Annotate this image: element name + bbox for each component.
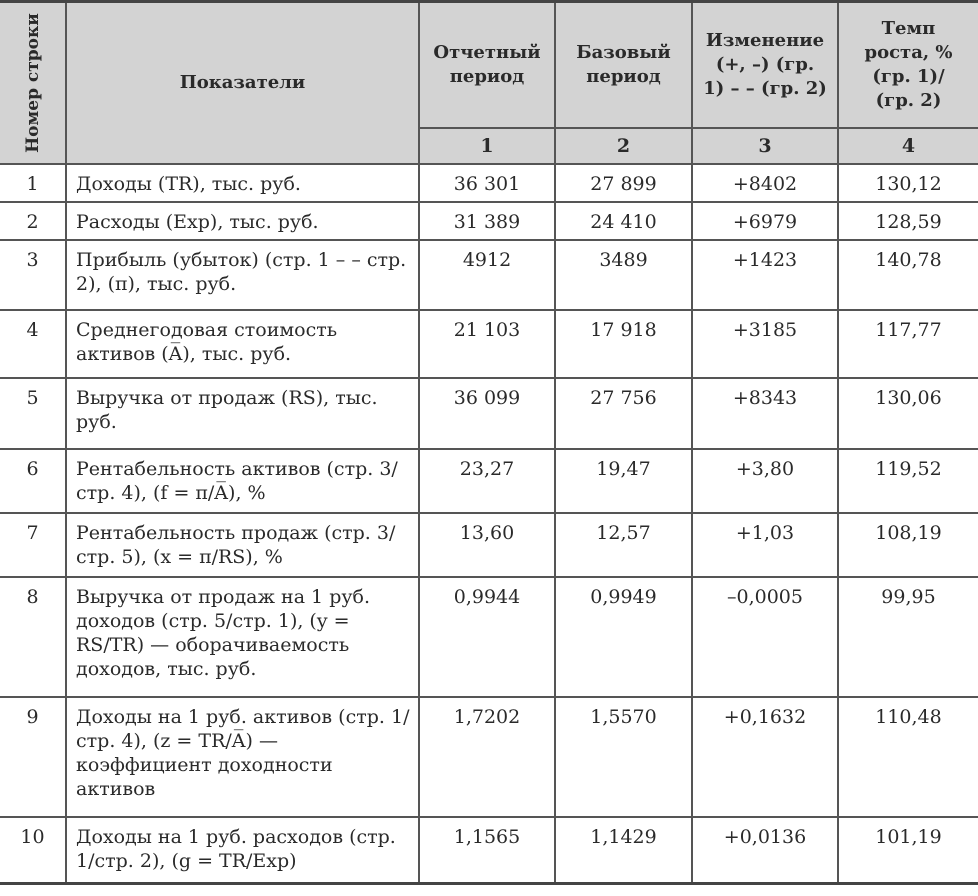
row-growth-value: 99,95 — [838, 577, 978, 697]
row-growth-value: 101,19 — [838, 817, 978, 883]
row-base-value: 17 918 — [555, 310, 692, 378]
table-row — [0, 817, 978, 883]
row-growth-value: 119,52 — [838, 449, 978, 513]
header-row-number-label: Номер строки — [23, 13, 43, 153]
row-number: 7 — [0, 513, 66, 577]
row-number: 6 — [0, 449, 66, 513]
table-row — [0, 513, 978, 577]
table-row — [0, 202, 978, 240]
row-change-value: +8343 — [692, 378, 838, 449]
row-base-value: 12,57 — [555, 513, 692, 577]
row-reporting-value: 36 301 — [419, 164, 555, 202]
row-growth-value: 130,12 — [838, 164, 978, 202]
row-change-value: +0,1632 — [692, 697, 838, 817]
row-indicator: Рентабельность активов (стр. 3/стр. 4), (f = π/A̅), % — [66, 449, 419, 513]
row-change-value: +6979 — [692, 202, 838, 240]
row-base-value: 1,5570 — [555, 697, 692, 817]
header-change: Изменение (+, –) (гр. 1) – – (гр. 2) — [692, 2, 838, 129]
row-indicator: Выручка от продаж (RS), тыс. руб. — [66, 378, 419, 449]
row-indicator: Среднегодовая стоимость активов (A̅), тыс. руб. — [66, 310, 419, 378]
row-indicator: Прибыль (убыток) (стр. 1 – – стр. 2), (π), тыс. руб. — [66, 240, 419, 310]
table-row — [0, 164, 978, 202]
row-reporting-value: 23,27 — [419, 449, 555, 513]
row-change-value: +8402 — [692, 164, 838, 202]
table-row — [0, 697, 978, 817]
row-reporting-value: 4912 — [419, 240, 555, 310]
row-reporting-value: 21 103 — [419, 310, 555, 378]
row-number: 2 — [0, 202, 66, 240]
table-row — [0, 378, 978, 449]
row-reporting-value: 1,7202 — [419, 697, 555, 817]
row-number: 3 — [0, 240, 66, 310]
table-row — [0, 577, 978, 697]
table-row — [0, 310, 978, 378]
row-base-value: 27 899 — [555, 164, 692, 202]
row-indicator: Доходы на 1 руб. расходов (стр. 1/стр. 2), (g = TR/Exp) — [66, 817, 419, 883]
row-base-value: 1,1429 — [555, 817, 692, 883]
table-row — [0, 449, 978, 513]
row-reporting-value: 1,1565 — [419, 817, 555, 883]
header-growth-rate: Темп роста, % (гр. 1)/ (гр. 2) — [838, 2, 978, 129]
row-change-value: +1423 — [692, 240, 838, 310]
row-number: 8 — [0, 577, 66, 697]
row-number: 10 — [0, 817, 66, 883]
row-indicator: Расходы (Exp), тыс. руб. — [66, 202, 419, 240]
header-indicators: Показатели — [66, 2, 419, 165]
row-number: 9 — [0, 697, 66, 817]
row-reporting-value: 13,60 — [419, 513, 555, 577]
row-change-value: +3185 — [692, 310, 838, 378]
row-indicator: Выручка от продаж на 1 руб. доходов (стр. 5/стр. 1), (y = RS/TR) — оборачиваемость доходов, тыс. руб. — [66, 577, 419, 697]
row-reporting-value: 0,9944 — [419, 577, 555, 697]
row-growth-value: 128,59 — [838, 202, 978, 240]
column-number-3: 3 — [692, 128, 838, 164]
row-number: 5 — [0, 378, 66, 449]
column-number-4: 4 — [838, 128, 978, 164]
row-indicator: Рентабельность продаж (стр. 3/стр. 5), (x = π/RS), % — [66, 513, 419, 577]
column-number-1: 1 — [419, 128, 555, 164]
row-number: 4 — [0, 310, 66, 378]
row-change-value: –0,0005 — [692, 577, 838, 697]
table-row — [0, 240, 978, 310]
row-base-value: 0,9949 — [555, 577, 692, 697]
row-growth-value: 117,77 — [838, 310, 978, 378]
row-base-value: 19,47 — [555, 449, 692, 513]
table-header-row — [0, 2, 978, 129]
row-growth-value: 110,48 — [838, 697, 978, 817]
row-growth-value: 130,06 — [838, 378, 978, 449]
row-change-value: +3,80 — [692, 449, 838, 513]
row-growth-value: 140,78 — [838, 240, 978, 310]
row-base-value: 24 410 — [555, 202, 692, 240]
row-number: 1 — [0, 164, 66, 202]
row-growth-value: 108,19 — [838, 513, 978, 577]
row-change-value: +1,03 — [692, 513, 838, 577]
row-reporting-value: 36 099 — [419, 378, 555, 449]
row-indicator: Доходы на 1 руб. активов (стр. 1/стр. 4), (z = TR/A̅) — коэффициент доходности активов — [66, 697, 419, 817]
row-change-value: +0,0136 — [692, 817, 838, 883]
header-row-number — [0, 2, 66, 165]
column-number-2: 2 — [555, 128, 692, 164]
header-base-period: Базовый период — [555, 2, 692, 129]
row-indicator: Доходы (TR), тыс. руб. — [66, 164, 419, 202]
row-base-value: 27 756 — [555, 378, 692, 449]
header-reporting-period: Отчетный период — [419, 2, 555, 129]
row-reporting-value: 31 389 — [419, 202, 555, 240]
row-base-value: 3489 — [555, 240, 692, 310]
